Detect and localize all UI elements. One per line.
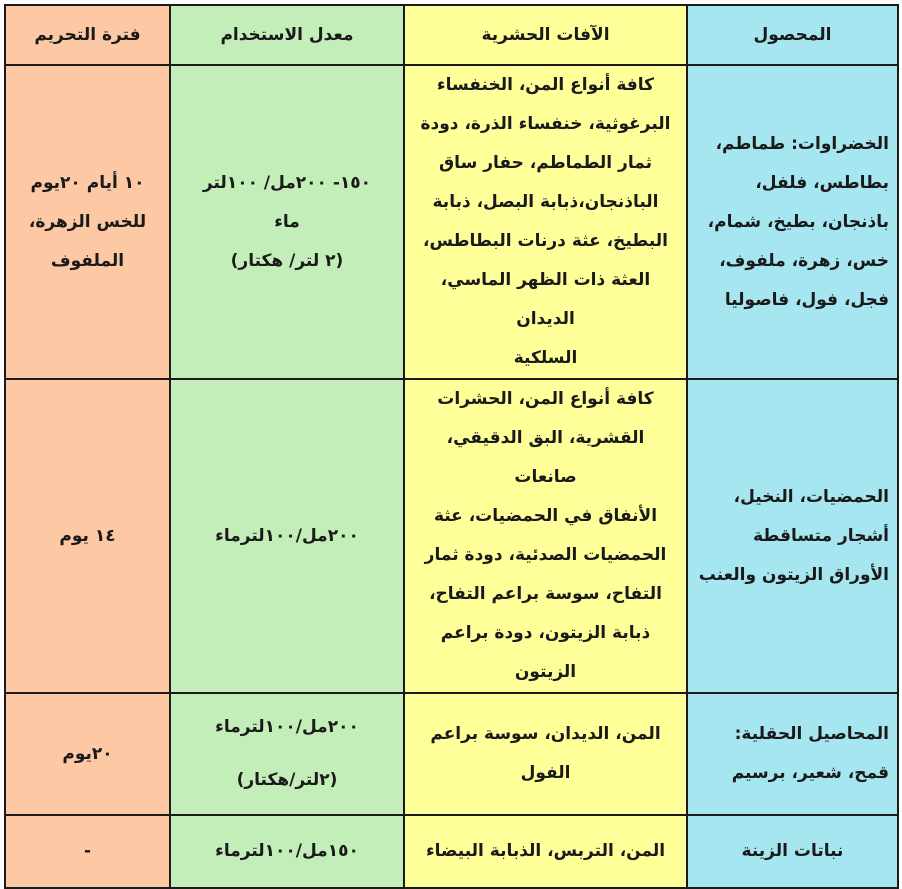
period-cell (5, 379, 170, 693)
header-period: فترة التحريم (5, 5, 170, 65)
crop-cell (687, 379, 898, 693)
period-line: ١٠ أيام ٢٠يوم (30, 172, 145, 193)
pests-line: كافة أنواع المن، الخنفساء (436, 75, 655, 95)
rate-line: ماء (274, 211, 300, 232)
crop-line: نباتات الزينة (741, 841, 844, 861)
pests-line: الباذنجان،ذبابة البصل، ذبابة (432, 192, 659, 212)
rate-cell (170, 693, 404, 815)
pests-line: الزيتون (514, 662, 577, 682)
pests-line: العثة ذات الظهر الماسي، الديدان (440, 270, 651, 329)
header-crop: المحصول (687, 5, 898, 65)
pests-line: ثمار الطماطم، حفار ساق (438, 153, 652, 173)
pesticide-usage-table (4, 4, 899, 889)
rate-cell (170, 815, 404, 888)
table-row (5, 65, 898, 379)
table-row (5, 815, 898, 888)
period-line: ١٤ يوم (59, 525, 116, 546)
period-cell (5, 693, 170, 815)
rate-cell (170, 65, 404, 379)
pests-line: المن، التربس، الذبابة البيضاء (425, 841, 666, 861)
pests-cell (404, 693, 687, 815)
rate-line: ١٥٠مل/١٠٠لترماء (215, 841, 359, 861)
crop-line: الخضراوات: طماطم، (715, 133, 889, 154)
period-cell (5, 815, 170, 888)
rate-line: (٢ لتر/ هكتار) (230, 250, 344, 271)
crop-line: قمح، شعير، برسيم (731, 763, 889, 783)
rate-line: ١٥٠- ٢٠٠مل/ ١٠٠لتر (202, 172, 372, 193)
crop-line: أشجار متساقطة (752, 525, 889, 546)
pests-line: التفاح، سوسة براعم التفاح، (429, 584, 662, 604)
rate-line: ٢٠٠مل/١٠٠لترماء (215, 717, 359, 737)
crop-line: باذنجان، بطيخ، شمام، (707, 211, 889, 232)
rate-line: ٢٠٠مل/١٠٠لترماء (215, 525, 359, 546)
pests-line: كافة أنواع المن، الحشرات (437, 389, 654, 409)
pests-line: الفول (520, 763, 571, 783)
period-line: ٢٠يوم (62, 743, 113, 764)
crop-line: خس، زهرة، ملفوف، (719, 250, 889, 271)
table-row (5, 379, 898, 693)
crop-line: الأوراق الزيتون والعنب (698, 564, 889, 585)
period-line: الملفوف (50, 250, 125, 271)
pests-cell (404, 379, 687, 693)
pests-line: البطيخ، عثة درنات البطاطس، (423, 231, 668, 251)
period-line: - (83, 841, 92, 861)
rate-line: (٢لتر/هكتار) (236, 770, 338, 790)
crop-line: المحاصيل الحقلية: (734, 724, 889, 744)
pests-line: المن، الديدان، سوسة براعم (430, 724, 661, 744)
crop-cell (687, 65, 898, 379)
header-pests: الآفات الحشرية (404, 5, 687, 65)
pests-cell (404, 815, 687, 888)
period-line: للخس الزهرة، (28, 211, 147, 232)
rate-cell (170, 379, 404, 693)
line-spacer (179, 747, 395, 761)
pests-line: البرغوثية، خنفساء الذرة، دودة (420, 114, 671, 134)
pests-line: ذبابة الزيتون، دودة براعم (440, 623, 651, 643)
pests-line: الأنفاق في الحمضيات، عثة (433, 506, 658, 526)
pests-line: القشرية، البق الدقيقي، صانعات (446, 428, 645, 487)
pests-line: الحمضيات الصدئية، دودة ثمار (424, 545, 667, 565)
crop-cell (687, 693, 898, 815)
period-cell (5, 65, 170, 379)
crop-cell (687, 815, 898, 888)
pests-cell (404, 65, 687, 379)
pests-line: السلكية (513, 348, 578, 368)
header-row (5, 5, 898, 65)
table-row (5, 693, 898, 815)
crop-line: فجل، فول، فاصوليا (724, 289, 889, 310)
header-rate: معدل الاستخدام (170, 5, 404, 65)
crop-line: الحمضيات، النخيل، (733, 486, 889, 507)
crop-line: بطاطس، فلفل، (755, 172, 889, 193)
